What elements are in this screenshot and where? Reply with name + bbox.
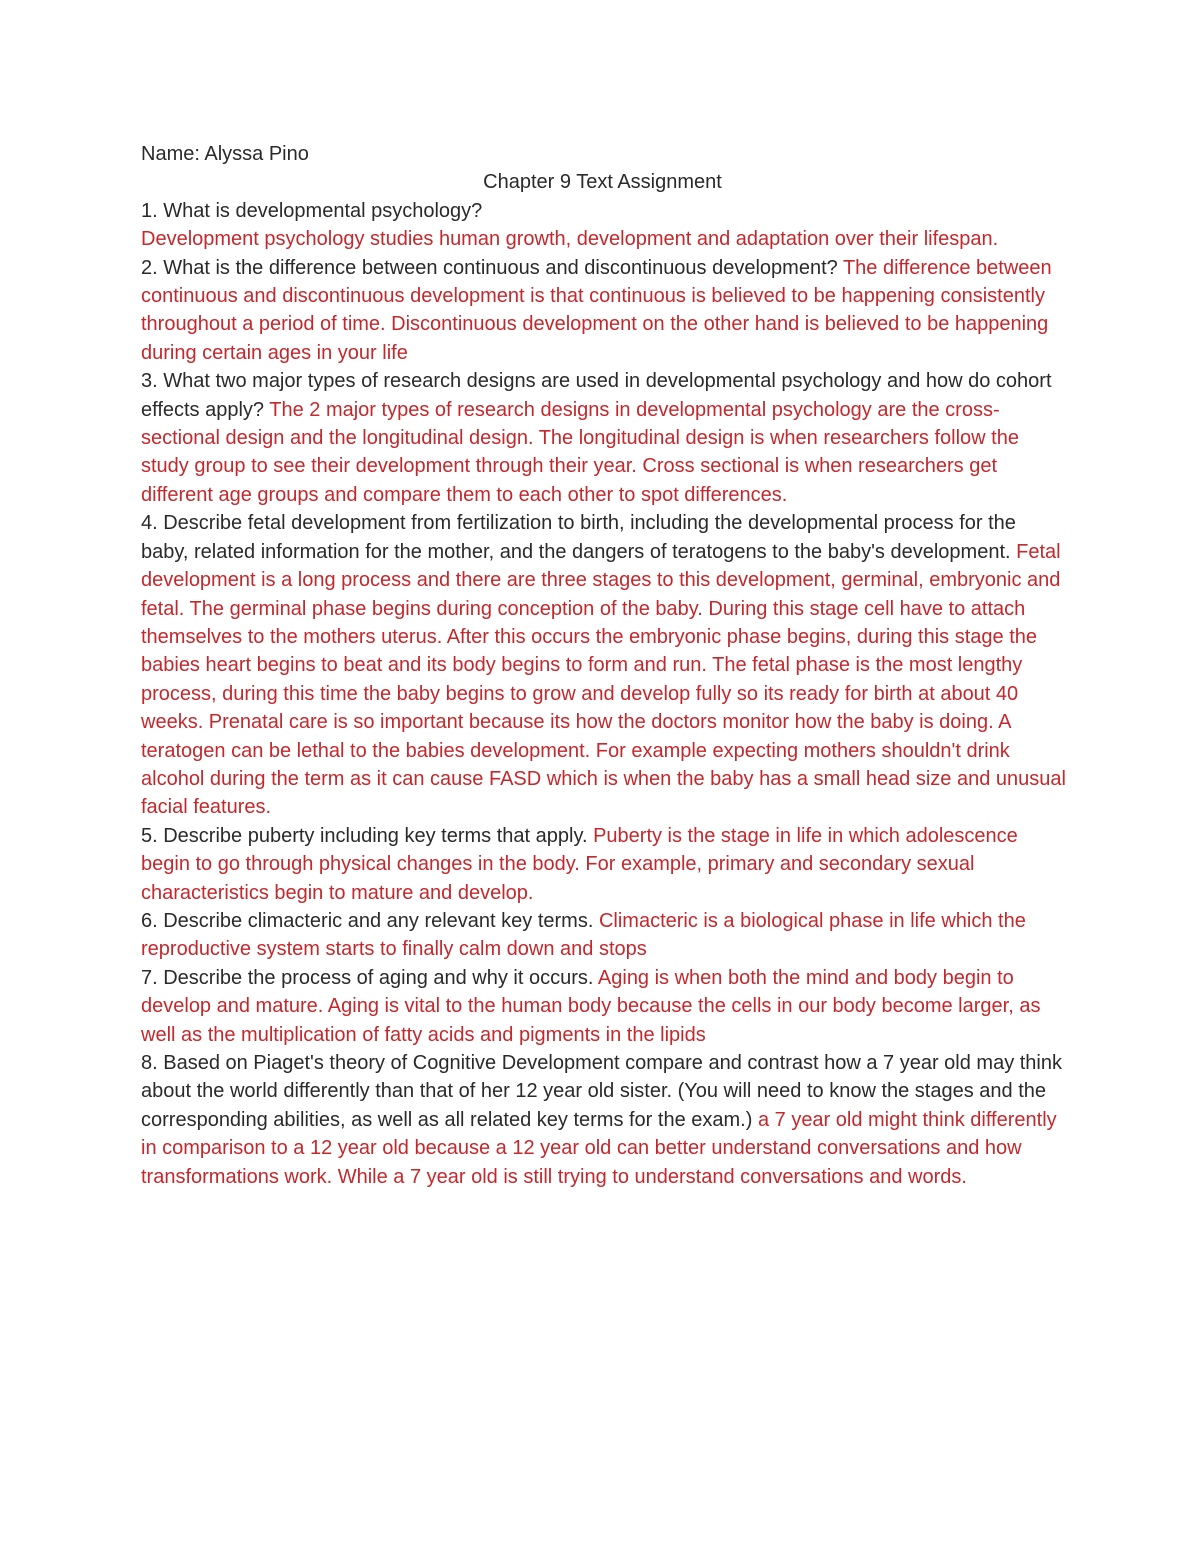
answer-2: The difference between continuous and discontinuous development is that continuous is believed to be happening consistently throughout a period of time. Discontinuous development on the other hand is believed to be happening during certain ages in your life [141,256,1052,364]
question-5: 5. Describe puberty including key terms that apply. [141,824,588,847]
answer-6: Climacteric is a biological phase in life which the reproductive system starts to finally calm down and stops [141,909,1026,961]
answer-1: Development psychology studies human growth, development and adaptation over their lifespan. [141,228,999,251]
name-line: Name: Alyssa Pino [141,143,309,165]
answer-8: a 7 year old might think differently in comparison to a 12 year old because a 12 year old can better understand conversations and how transformations work. While a 7 year old is still trying to understand conversations and words. [141,1108,1057,1188]
document-body [141,140,1066,1191]
question-2: 2. What is the difference between continuous and discontinuous development? [141,256,838,279]
document-title: Chapter 9 Text Assignment [483,171,722,194]
question-1-block [141,197,1066,254]
question-6: 6. Describe climacteric and any relevant key terms. [141,909,594,932]
question-4-block [141,509,1066,821]
question-3-block [141,367,1066,509]
question-2-block [141,254,1066,368]
question-6-block [141,907,1066,964]
answer-3: The 2 major types of research designs in developmental psychology are the cross-sectional design and the longitudinal design. The longitudinal design is when researchers follow the study group to see their development through their year. Cross sectional is when researchers get different age groups and compare them to each other to spot differences. [141,398,1019,506]
question-4: 4. Describe fetal development from fertilization to birth, including the developmental process for the baby, related information for the mother, and the dangers of teratogens to the baby's development. [141,512,1016,563]
question-8: 8. Based on Piaget's theory of Cognitive Development compare and contrast how a 7 year old may think about the world differently than that of her 12 year old sister. (You will need to know the stages and the corresponding abilities, as well as all related key terms for the exam.) [141,1052,1062,1131]
question-1: 1. What is developmental psychology? [141,199,483,222]
answer-7: Aging is when both the mind and body begin to develop and mature. Aging is vital to the human body because the cells in our body become larger, as well as the multiplication of fatty acids and pigments in the lipids [141,966,1041,1046]
question-7-block [141,964,1066,1049]
question-7: 7. Describe the process of aging and why it occurs. [141,966,594,989]
question-5-block [141,822,1066,907]
question-3: 3. What two major types of research designs are used in developmental psychology and how do cohort effects apply? [141,370,1052,421]
question-8-block [141,1049,1066,1191]
answer-5: Puberty is the stage in life in which adolescence begin to go through physical changes in the body. For example, primary and secondary sexual characteristics begin to mature and develop. [141,824,1018,904]
answer-4: Fetal development is a long process and there are three stages to this development, germinal, embryonic and fetal. The germinal phase begins during conception of the baby. During this stage cell have to attach themselves to the mothers uterus. After this occurs the embryonic phase begins, during this stage the babies heart begins to beat and its body begins to form and run. The fetal phase is the most lengthy process, during this time the baby begins to grow and develop fully so its ready for birth at about 40 weeks. Prenatal care is so important because its how the doctors monitor how the baby is doing. A teratogen can be lethal to the babies development. For example expecting mothers shouldn't drink alcohol during the term as it can cause FASD which is when the baby has a small head size and unusual facial features. [141,540,1066,819]
